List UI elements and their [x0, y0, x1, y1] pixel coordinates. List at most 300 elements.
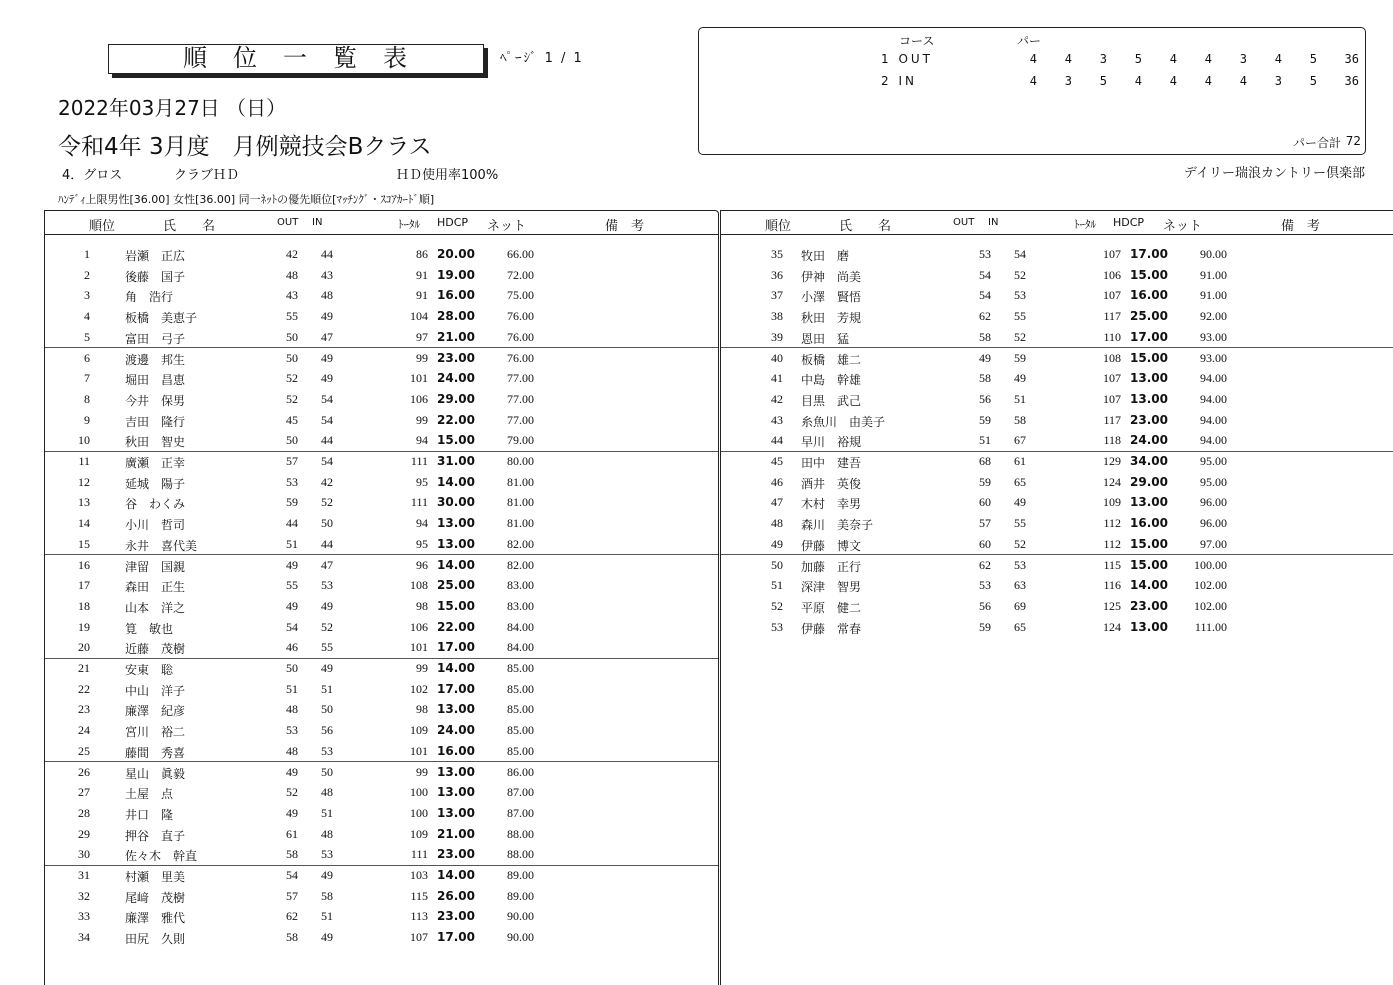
cell-in: 53: [321, 578, 333, 593]
cell-hdcp: 15.00: [1130, 536, 1168, 551]
cell-out: 51: [286, 681, 298, 696]
cell-rank: 43: [771, 412, 783, 427]
cell-out: 56: [979, 598, 991, 613]
cell-net: 77.00: [507, 412, 534, 427]
cell-rank: 49: [771, 536, 783, 551]
cell-hdcp: 13.00: [1130, 391, 1168, 406]
cell-out: 54: [286, 619, 298, 634]
cell-in: 55: [321, 640, 333, 655]
cell-in: 55: [1014, 516, 1026, 531]
scoring-type: 4．グロス: [62, 168, 123, 183]
cell-hdcp: 15.00: [437, 433, 475, 448]
cell-name: 板橋 美恵子: [125, 311, 198, 326]
table-row: [45, 617, 718, 637]
cell-hdcp: 23.00: [1130, 412, 1168, 427]
table-row: [45, 637, 718, 657]
table-row: [45, 327, 718, 347]
cell-net: 75.00: [507, 288, 534, 303]
cell-name: 岩瀬 正広: [125, 249, 186, 263]
cell-rank: 40: [771, 350, 783, 365]
cell-total: 111: [410, 847, 428, 862]
cell-hdcp: 29.00: [437, 391, 475, 406]
table-row: [45, 927, 718, 947]
table-row: [721, 368, 1393, 388]
handicap-rate: ＨＤ使用率100%: [396, 168, 499, 183]
cell-in: 61: [1014, 454, 1026, 468]
cell-hdcp: 13.00: [1130, 495, 1168, 510]
cell-in: 59: [1014, 350, 1026, 365]
cell-hdcp: 14.00: [437, 868, 475, 882]
cell-net: 82.00: [507, 557, 534, 572]
course-par-total: 36: [1344, 74, 1359, 88]
cell-total: 110: [1103, 329, 1121, 344]
cell-net: 89.00: [507, 888, 534, 903]
cell-name: 板橋 雄二: [801, 352, 862, 367]
cell-name: 尾﨑 茂樹: [125, 890, 186, 905]
cell-total: 101: [410, 371, 428, 386]
cell-in: 49: [321, 350, 333, 365]
cell-total: 104: [410, 309, 428, 324]
cell-hdcp: 30.00: [437, 495, 475, 510]
col-rank: 順位: [89, 219, 116, 234]
cell-net: 82.00: [507, 536, 534, 551]
table-row: [45, 265, 718, 285]
hole-par: 4: [1169, 52, 1177, 66]
course-name: 2 IN: [881, 74, 917, 88]
course-par-total: 36: [1344, 52, 1359, 66]
cell-name: 恩田 猛: [801, 331, 850, 346]
cell-hdcp: 22.00: [437, 619, 475, 634]
cell-rank: 35: [771, 247, 783, 261]
cell-in: 54: [1014, 247, 1026, 261]
par-header: パー: [1017, 34, 1042, 48]
cell-out: 50: [286, 350, 298, 365]
col-hdcp: HDCP: [437, 216, 469, 229]
cell-in: 53: [321, 743, 333, 758]
cell-in: 65: [1014, 474, 1026, 489]
cell-hdcp: 13.00: [1130, 619, 1168, 634]
cell-name: 廉澤 紀彦: [125, 704, 186, 719]
cell-hdcp: 28.00: [437, 309, 475, 324]
par-total-label: パー合計: [1292, 136, 1341, 150]
cell-out: 48: [286, 743, 298, 758]
table-row: [45, 348, 718, 368]
cell-out: 46: [286, 640, 298, 655]
cell-rank: 45: [771, 454, 783, 468]
cell-name: 堀田 昌恵: [125, 373, 186, 388]
cell-rank: 32: [78, 888, 90, 903]
cell-hdcp: 14.00: [437, 474, 475, 489]
cell-net: 90.00: [1200, 247, 1227, 261]
cell-in: 49: [321, 930, 333, 945]
cell-rank: 21: [78, 661, 90, 675]
table-row: [45, 762, 718, 782]
cell-total: 115: [1103, 557, 1121, 572]
cell-total: 107: [1103, 247, 1121, 261]
table-row: [45, 741, 718, 761]
col-net: ネット: [1163, 219, 1203, 234]
cell-in: 52: [321, 619, 333, 634]
cell-net: 95.00: [1200, 454, 1227, 468]
table-row: [721, 265, 1393, 285]
cell-in: 52: [321, 495, 333, 510]
table-row: [721, 327, 1393, 347]
hole-par: 4: [1204, 74, 1212, 88]
cell-net: 90.00: [507, 909, 534, 924]
cell-rank: 36: [771, 267, 783, 282]
cell-net: 85.00: [507, 681, 534, 696]
cell-rank: 27: [78, 785, 90, 800]
cell-in: 52: [1014, 536, 1026, 551]
table-row: [721, 348, 1393, 368]
cell-name: 村瀬 里美: [125, 870, 186, 884]
cell-name: 永井 喜代美: [125, 538, 198, 553]
hole-par: 4: [1274, 52, 1282, 66]
cell-net: 76.00: [507, 350, 534, 365]
cell-total: 118: [1103, 433, 1121, 448]
cell-total: 106: [410, 391, 428, 406]
cell-net: 111.00: [1194, 619, 1227, 634]
cell-net: 87.00: [507, 805, 534, 820]
cell-total: 96: [416, 557, 428, 572]
cell-total: 100: [410, 805, 428, 820]
cell-rank: 48: [771, 516, 783, 531]
cell-hdcp: 14.00: [1130, 578, 1168, 593]
cell-rank: 33: [78, 909, 90, 924]
col-in: IN: [312, 217, 323, 228]
cell-name: 近藤 茂樹: [125, 642, 186, 657]
cell-net: 76.00: [507, 309, 534, 324]
col-name: 氏 名: [163, 219, 216, 234]
col-remarks: 備 考: [1281, 219, 1321, 234]
cell-name: 今井 保男: [125, 393, 186, 408]
cell-name: 押谷 直子: [125, 828, 186, 843]
cell-in: 53: [1014, 557, 1026, 572]
par-total-value: 72: [1345, 134, 1361, 148]
course-name: 1 OUT: [881, 52, 934, 66]
cell-out: 57: [286, 454, 298, 468]
cell-out: 52: [286, 785, 298, 800]
cell-out: 56: [979, 391, 991, 406]
cell-total: 107: [410, 930, 428, 945]
cell-net: 86.00: [507, 764, 534, 779]
cell-in: 54: [321, 454, 333, 468]
cell-name: 渡邊 邦生: [125, 352, 186, 367]
cell-out: 45: [286, 412, 298, 427]
table-row: [45, 534, 718, 554]
cell-in: 55: [1014, 309, 1026, 324]
cell-hdcp: 15.00: [1130, 267, 1168, 282]
cell-net: 90.00: [507, 930, 534, 945]
cell-total: 91: [416, 288, 428, 303]
cell-in: 50: [321, 516, 333, 531]
cell-in: 69: [1014, 598, 1026, 613]
cell-net: 79.00: [507, 433, 534, 448]
cell-out: 49: [286, 557, 298, 572]
cell-hdcp: 23.00: [437, 847, 475, 862]
cell-name: 目黒 武己: [801, 393, 862, 408]
cell-hdcp: 23.00: [437, 909, 475, 924]
cell-total: 100: [410, 785, 428, 800]
cell-in: 49: [1014, 371, 1026, 386]
cell-in: 63: [1014, 578, 1026, 593]
cell-total: 99: [416, 412, 428, 427]
col-remarks: 備 考: [605, 219, 645, 234]
cell-total: 113: [410, 909, 428, 924]
cell-in: 49: [321, 598, 333, 613]
cell-total: 109: [1103, 495, 1121, 510]
table-row: [721, 430, 1393, 450]
cell-name: 酒井 英俊: [801, 476, 862, 491]
cell-rank: 37: [771, 288, 783, 303]
cell-total: 86: [416, 247, 428, 261]
cell-total: 107: [1103, 288, 1121, 303]
cell-name: 藤間 秀喜: [125, 745, 186, 760]
cell-rank: 18: [78, 598, 90, 613]
cell-net: 96.00: [1200, 495, 1227, 510]
hole-par: 5: [1309, 52, 1317, 66]
hole-par: 4: [1029, 74, 1037, 88]
cell-rank: 30: [78, 847, 90, 862]
cell-total: 101: [410, 743, 428, 758]
cell-rank: 28: [78, 805, 90, 820]
handicap-type: クラブＨＤ: [174, 168, 240, 183]
cell-hdcp: 14.00: [437, 557, 475, 572]
cell-out: 54: [979, 267, 991, 282]
cell-rank: 19: [78, 619, 90, 634]
cell-total: 102: [410, 681, 428, 696]
cell-net: 95.00: [1200, 474, 1227, 489]
cell-total: 94: [416, 433, 428, 448]
table-row: [45, 824, 718, 844]
cell-rank: 7: [84, 371, 90, 386]
cell-name: 牧田 磨: [801, 249, 850, 263]
cell-net: 76.00: [507, 329, 534, 344]
cell-out: 58: [286, 847, 298, 862]
cell-out: 60: [979, 495, 991, 510]
table-row: [721, 451, 1393, 471]
cell-out: 49: [979, 350, 991, 365]
cell-hdcp: 15.00: [1130, 557, 1168, 572]
cell-net: 84.00: [507, 640, 534, 655]
cell-out: 53: [286, 723, 298, 738]
cell-hdcp: 16.00: [437, 288, 475, 303]
cell-net: 87.00: [507, 785, 534, 800]
table-row: [45, 472, 718, 492]
cell-rank: 9: [84, 412, 90, 427]
cell-net: 91.00: [1200, 288, 1227, 303]
cell-hdcp: 15.00: [1130, 350, 1168, 365]
event-date: 2022年03月27日 （日）: [58, 96, 287, 120]
cell-out: 68: [979, 454, 991, 468]
cell-total: 124: [1103, 619, 1121, 634]
cell-name: 深津 智男: [801, 580, 862, 595]
cell-name: 田中 建吾: [801, 456, 862, 470]
cell-out: 43: [286, 288, 298, 303]
cell-hdcp: 13.00: [1130, 371, 1168, 386]
cell-total: 129: [1103, 454, 1121, 468]
cell-in: 54: [321, 412, 333, 427]
cell-rank: 2: [84, 267, 90, 282]
cell-name: 星山 眞毅: [125, 766, 186, 781]
table-row: [721, 410, 1393, 430]
table-row: [721, 472, 1393, 492]
cell-net: 77.00: [507, 391, 534, 406]
course-par-box: [698, 27, 1366, 155]
cell-net: 100.00: [1194, 557, 1227, 572]
cell-out: 49: [286, 805, 298, 820]
cell-rank: 22: [78, 681, 90, 696]
results-panel-left: [44, 210, 719, 985]
cell-net: 83.00: [507, 598, 534, 613]
cell-out: 59: [979, 619, 991, 634]
table-row: [45, 492, 718, 512]
cell-out: 53: [979, 247, 991, 261]
cell-rank: 6: [84, 350, 90, 365]
cell-name: 延城 陽子: [125, 476, 186, 491]
cell-rank: 23: [78, 702, 90, 717]
cell-rank: 12: [78, 474, 90, 489]
cell-out: 50: [286, 433, 298, 448]
cell-total: 106: [1103, 267, 1121, 282]
cell-rank: 20: [78, 640, 90, 655]
cell-out: 60: [979, 536, 991, 551]
cell-total: 98: [416, 598, 428, 613]
hole-par: 4: [1239, 74, 1247, 88]
cell-out: 58: [286, 930, 298, 945]
hole-par: 4: [1204, 52, 1212, 66]
cell-total: 101: [410, 640, 428, 655]
cell-total: 108: [410, 578, 428, 593]
cell-net: 97.00: [1200, 536, 1227, 551]
cell-in: 42: [321, 474, 333, 489]
cell-rank: 41: [771, 371, 783, 386]
cell-name: 廣瀬 正幸: [125, 456, 186, 470]
cell-total: 97: [416, 329, 428, 344]
hole-par: 3: [1274, 74, 1282, 88]
cell-rank: 13: [78, 495, 90, 510]
cell-rank: 44: [771, 433, 783, 448]
cell-net: 77.00: [507, 371, 534, 386]
cell-name: 早川 裕規: [801, 435, 862, 450]
cell-in: 49: [321, 868, 333, 882]
cell-out: 54: [286, 868, 298, 882]
cell-in: 49: [321, 309, 333, 324]
cell-rank: 52: [771, 598, 783, 613]
cell-out: 62: [979, 309, 991, 324]
cell-rank: 14: [78, 516, 90, 531]
cell-out: 61: [286, 826, 298, 841]
cell-out: 50: [286, 329, 298, 344]
cell-hdcp: 21.00: [437, 826, 475, 841]
table-row: [721, 596, 1393, 616]
table-row: [45, 782, 718, 802]
cell-name: 小澤 賢悟: [801, 290, 862, 305]
cell-net: 88.00: [507, 847, 534, 862]
cell-rank: 26: [78, 764, 90, 779]
cell-hdcp: 24.00: [437, 371, 475, 386]
cell-out: 59: [979, 474, 991, 489]
cell-hdcp: 13.00: [437, 516, 475, 531]
cell-rank: 10: [78, 433, 90, 448]
cell-in: 65: [1014, 619, 1026, 634]
cell-out: 62: [286, 909, 298, 924]
cell-out: 50: [286, 661, 298, 675]
cell-rank: 29: [78, 826, 90, 841]
table-row: [45, 596, 718, 616]
cell-name: 宮川 裕二: [125, 725, 186, 740]
col-rank: 順位: [765, 219, 792, 234]
cell-total: 91: [416, 267, 428, 282]
cell-hdcp: 16.00: [1130, 288, 1168, 303]
cell-out: 58: [979, 371, 991, 386]
cell-name: 小川 哲司: [125, 518, 186, 533]
cell-total: 103: [410, 868, 428, 882]
hole-par: 3: [1099, 52, 1107, 66]
cell-name: 森田 正生: [125, 580, 186, 595]
table-row: [45, 410, 718, 430]
table-row: [45, 430, 718, 450]
cell-in: 58: [1014, 412, 1026, 427]
cell-total: 125: [1103, 598, 1121, 613]
club-name: デイリー瑞浪カントリー倶楽部: [1183, 166, 1365, 181]
table-row: [45, 886, 718, 906]
cell-out: 49: [286, 764, 298, 779]
cell-name: 伊藤 常春: [801, 621, 862, 636]
cell-total: 124: [1103, 474, 1121, 489]
cell-name: 加藤 正行: [801, 559, 862, 574]
cell-hdcp: 25.00: [437, 578, 475, 593]
table-row: [721, 244, 1393, 264]
cell-total: 99: [416, 350, 428, 365]
cell-out: 44: [286, 516, 298, 531]
page-indicator: ﾍﾟｰｼﾞ 1 / 1: [500, 51, 584, 66]
cell-hdcp: 13.00: [437, 805, 475, 820]
cell-total: 107: [1103, 371, 1121, 386]
cell-hdcp: 16.00: [1130, 516, 1168, 531]
cell-in: 44: [321, 247, 333, 261]
cell-total: 117: [1103, 412, 1121, 427]
cell-out: 52: [286, 391, 298, 406]
cell-net: 85.00: [507, 661, 534, 675]
cell-net: 94.00: [1200, 371, 1227, 386]
cell-name: 平原 健二: [801, 600, 862, 615]
cell-in: 58: [321, 888, 333, 903]
cell-net: 81.00: [507, 516, 534, 531]
hole-par: 3: [1239, 52, 1247, 66]
cell-net: 102.00: [1194, 578, 1227, 593]
cell-net: 83.00: [507, 578, 534, 593]
cell-rank: 17: [78, 578, 90, 593]
cell-name: 津留 国親: [125, 559, 186, 574]
cell-out: 49: [286, 598, 298, 613]
cell-net: 85.00: [507, 743, 534, 758]
table-header-left: [45, 211, 718, 235]
hole-par: 5: [1309, 74, 1317, 88]
hole-par: 3: [1064, 74, 1072, 88]
table-row: [45, 451, 718, 471]
cell-rank: 34: [78, 930, 90, 945]
cell-rank: 4: [84, 309, 90, 324]
cell-in: 51: [321, 805, 333, 820]
col-total: ﾄｰﾀﾙ: [398, 218, 420, 231]
cell-hdcp: 22.00: [437, 412, 475, 427]
cell-name: 糸魚川 由美子: [801, 414, 886, 429]
cell-net: 89.00: [507, 868, 534, 882]
cell-net: 84.00: [507, 619, 534, 634]
cell-rank: 24: [78, 723, 90, 738]
table-row: [45, 720, 718, 740]
